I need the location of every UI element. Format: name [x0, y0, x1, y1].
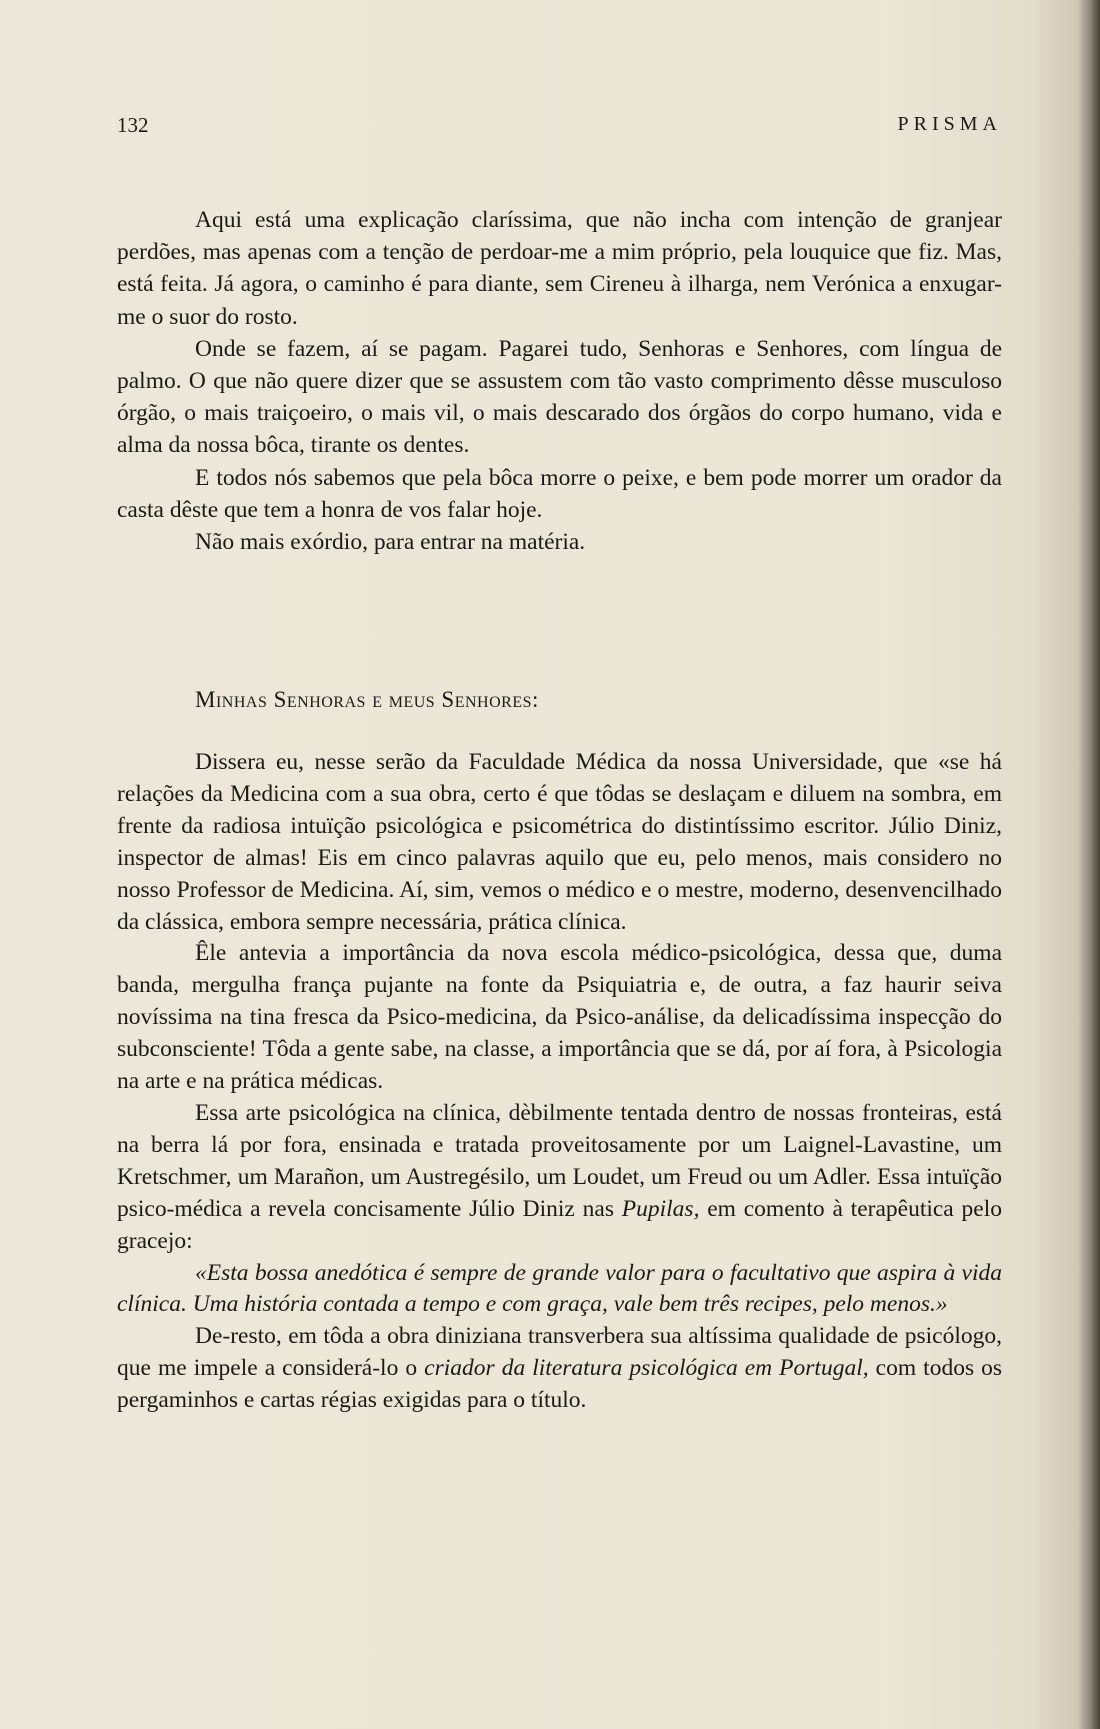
body-paragraph-2: Êle antevia a importância da nova escola médico-psicológica, dessa que, duma banda, mergulha frança pujante na fonte da Psiquiatria e, de outra, a faz haurir seiva novíssima na tina fresca da Psico-medicina, da Psico-análise, da delicadíssima inspecção do subconsciente! Tôda a gente sabe, na classe, a importância que se dá, por aí fora, à Psicologia na arte e na prática médicas.	[117, 940, 1002, 1095]
journal-title: PRISMA	[897, 113, 1002, 135]
intro-paragraph-2: Onde se fazem, aí se pagam. Pagarei tudo, Senhoras e Senhores, com língua de palmo. O que não quere dizer que se assustem com tão vasto comprimento dêsse musculoso órgão, o mais traiçoeiro, o mais vil, o mais descarado dos órgãos do corpo humano, vida e alma da nossa bôca, tirante os dentes.	[117, 335, 1002, 459]
intro-paragraph-3: E todos nós sabemos que pela bôca morre o peixe, e bem pode morrer um orador da casta dêste que tem a honra de vos falar hoje.	[117, 464, 1002, 523]
body-paragraph-4-text-a: De-resto, em tôda a obra diniziana transverbera sua altíssima qualidade de psicólogo, que me impele a considerá-lo o	[117, 1323, 1002, 1382]
body-paragraph-3-text-b: em comento à terapêutica pelo gracejo:	[117, 1195, 1002, 1254]
body-paragraph-1: Dissera eu, nesse serão da Faculdade Médica da nossa Universidade, que «se há relações da Medicina com a sua obra, certo é que tôdas se deslaçam e diluem na sombra, em frente da radiosa intuïção psicológica e psicométrica do distintíssimo escritor. Júlio Diniz, inspector de almas! Eis em cinco palavras aquilo que eu, pelo menos, mais considero no nosso Professor de Medicina. Aí, sim, vemos o médico e o mestre, moderno, desenvencilhado da clássica, embora sempre necessária, prática clínica.	[117, 749, 1002, 935]
body-paragraph-4	[117, 1321, 1002, 1417]
book-title-pupilas: Pupilas,	[621, 1195, 700, 1222]
body-paragraph-3-text-a: Essa arte psicológica na clínica, dèbilmente tentada dentro de nossas fronteiras, está na berra lá por fora, ensinada e tratada proveitosamente por um Laignel-Lavastine, um Kretschmer, um Marañon, um Austregésilo, um Loudet, um Freud ou um Adler. Essa intuïção psico-médica a revela concisamente Júlio Diniz nas	[117, 1099, 1002, 1222]
body-paragraph-3	[117, 1098, 1002, 1258]
salutation: Minhas Senhoras e meus Senhores:	[195, 687, 539, 712]
body-paragraph-4-text-b: com todos os pergaminhos e cartas régias exigidas para o título.	[117, 1355, 1003, 1414]
body-text	[117, 747, 1002, 1417]
intro-text	[117, 204, 1002, 558]
running-head	[117, 113, 1002, 143]
emphasis-criador: criador da literatura psicológica em Portugal,	[424, 1355, 869, 1382]
intro-paragraph-1: Aqui está uma explicação claríssima, que não incha com intenção de granjear perdões, mas apenas com a tenção de perdoar-me a mim próprio, pela louquice que fiz. Mas, está feita. Já agora, o caminho é para diante, sem Cireneu à ilharga, nem Verónica a enxugar-me o suor do rosto.	[117, 207, 1002, 330]
page-edge-shadow	[1078, 0, 1100, 1729]
quotation: «Esta bossa anedótica é sempre de grande valor para o facultativo que aspira à vida clínica. Uma história contada a tempo e com graça, vale bem três recipes, pelo menos.»	[117, 1259, 1002, 1318]
intro-paragraph-4: Não mais exórdio, para entrar na matéria.	[195, 529, 586, 556]
page-number: 132	[117, 113, 149, 137]
